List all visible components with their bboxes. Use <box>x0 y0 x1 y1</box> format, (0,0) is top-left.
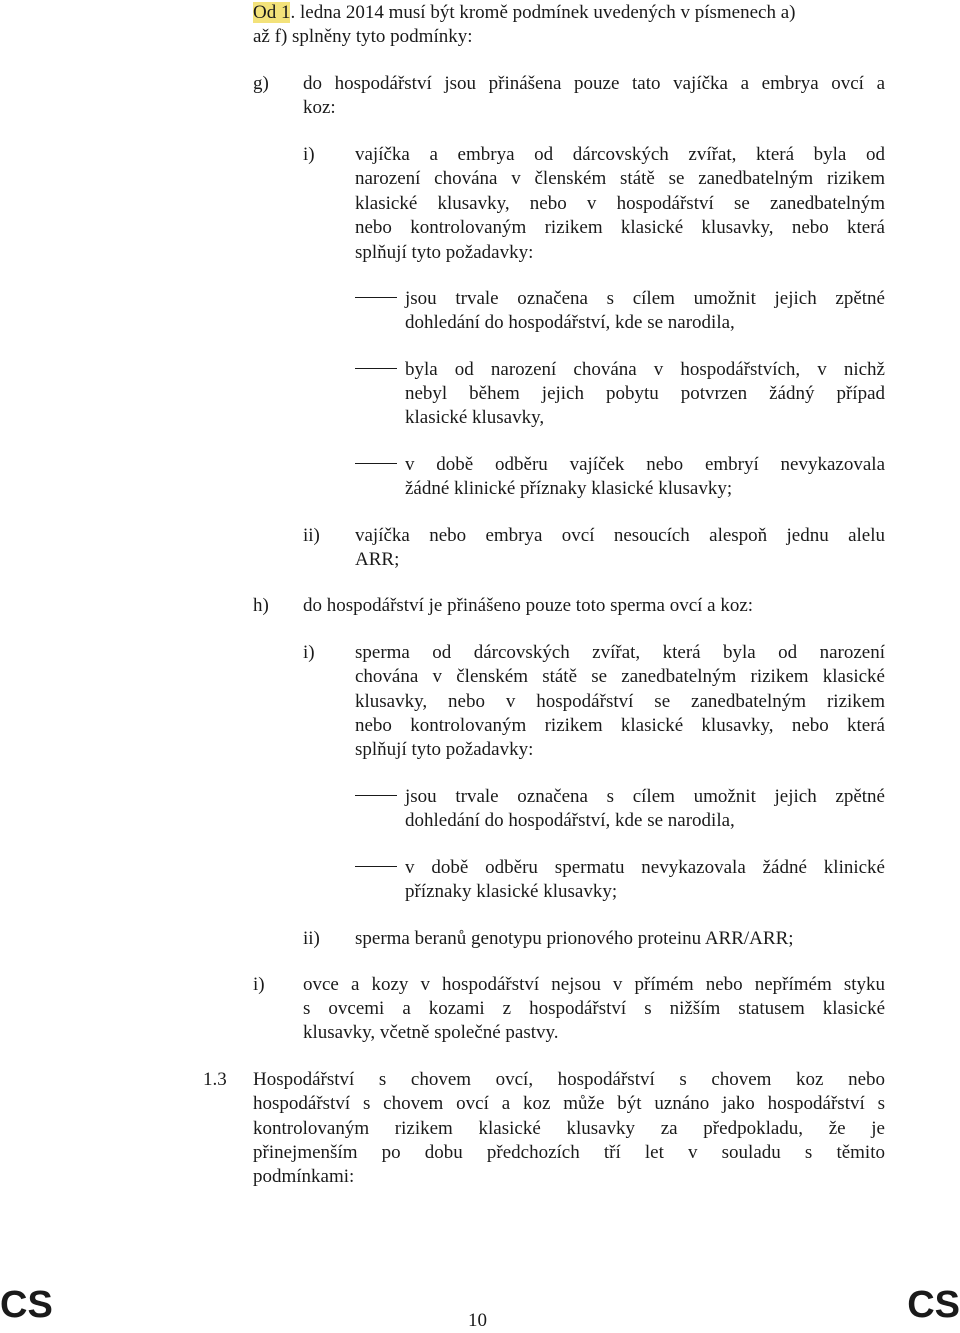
dash-item-line: jsou trvale označena s cílem umožnit jejich zpětné <box>405 288 885 309</box>
section-1-3-line: podmínkami: <box>253 1166 355 1187</box>
subitem-h-i-line: sperma od dárcovských zvířat, která byla od narození <box>355 642 885 663</box>
section-number-1-3: 1.3 <box>203 1069 227 1090</box>
item-i-line: s ovcemi a kozami z hospodářství s nižším statusem klasické <box>303 998 885 1019</box>
item-h-line: do hospodářství je přinášeno pouze toto sperma ovcí a koz: <box>303 595 754 616</box>
dash-bullet <box>355 368 397 369</box>
dash-item-line: v době odběru vajíček nebo embryí nevykazovala <box>405 454 885 475</box>
dash-bullet <box>355 866 397 867</box>
section-1-3-line: hospodářství s chovem ovcí a koz může být uznáno jako hospodářství s <box>253 1093 885 1114</box>
subitem-g-i-line: vajíčka a embrya od dárcovských zvířat, která byla od <box>355 144 885 165</box>
intro-line-1: Od 1. ledna 2014 musí být kromě podmínek uvedených v písmenech a) <box>253 2 796 23</box>
subitem-g-ii-line: ARR; <box>355 549 400 570</box>
dash-bullet <box>355 463 397 464</box>
section-1-3-line: kontrolovaným rizikem klasické klusavky za předpokladu, že je <box>253 1118 885 1139</box>
subitem-label-h-i: i) <box>303 642 315 663</box>
dash-item-line: byla od narození chována v hospodářstvích, v nichž <box>405 359 885 380</box>
dash-item-line: příznaky klasické klusavky; <box>405 881 618 902</box>
section-1-3-line: Hospodářství s chovem ovcí, hospodářství s chovem koz nebo <box>253 1069 885 1090</box>
dash-bullet <box>355 795 397 796</box>
subitem-g-i-line: nebo kontrolovaným rizikem klasické klusavky, nebo která <box>355 217 885 238</box>
footer-language-right: CS <box>907 1284 960 1326</box>
subitem-label-h-ii: ii) <box>303 928 320 949</box>
dash-item-line: klasické klusavky, <box>405 407 545 428</box>
subitem-h-i-line: nebo kontrolovaným rizikem klasické klusavky, nebo která <box>355 715 885 736</box>
dash-item-line: dohledání do hospodářství, kde se narodila, <box>405 312 735 333</box>
footer-language-left: CS <box>0 1284 53 1326</box>
dash-item-line: dohledání do hospodářství, kde se narodila, <box>405 810 735 831</box>
item-g-line: do hospodářství jsou přinášena pouze tato vajíčka a embrya ovcí a <box>303 73 885 94</box>
intro-line-2: až f) splněny tyto podmínky: <box>253 26 473 47</box>
page-number: 10 <box>468 1310 487 1331</box>
subitem-g-i-line: klasické klusavky, nebo v hospodářství se zanedbatelným <box>355 193 885 214</box>
item-label-i: i) <box>253 974 265 995</box>
intro-highlight: Od 1 <box>253 2 291 23</box>
dash-item-line: jsou trvale označena s cílem umožnit jejich zpětné <box>405 786 885 807</box>
item-i-line: klusavky, včetně společné pastvy. <box>303 1022 559 1043</box>
subitem-h-ii-line: sperma beranů genotypu prionového proteinu ARR/ARR; <box>355 928 794 949</box>
section-1-3-line: přinejmenším po dobu předchozích tří let v souladu s těmito <box>253 1142 885 1163</box>
subitem-h-i-line: splňují tyto požadavky: <box>355 739 534 760</box>
subitem-g-ii-line: vajíčka nebo embrya ovcí nesoucích alespoň jednu alelu <box>355 525 885 546</box>
item-label-g: g) <box>253 73 269 94</box>
item-g-line: koz: <box>303 97 336 118</box>
subitem-g-i-line: splňují tyto požadavky: <box>355 242 534 263</box>
dash-item-line: žádné klinické příznaky klasické klusavky; <box>405 478 733 499</box>
dash-item-line: nebyl během jejich pobytu potvrzen žádný případ <box>405 383 885 404</box>
subitem-label-g-ii: ii) <box>303 525 320 546</box>
dash-item-line: v době odběru spermatu nevykazovala žádné klinické <box>405 857 885 878</box>
subitem-h-i-line: chována v členském státě se zanedbatelným rizikem klasické <box>355 666 885 687</box>
subitem-h-i-line: klusavky, nebo v hospodářství se zanedbatelným rizikem <box>355 691 885 712</box>
dash-bullet <box>355 297 397 298</box>
item-i-line: ovce a kozy v hospodářství nejsou v přímém nebo nepřímém styku <box>303 974 885 995</box>
subitem-label-g-i: i) <box>303 144 315 165</box>
item-label-h: h) <box>253 595 269 616</box>
subitem-g-i-line: narození chována v členském státě se zanedbatelným rizikem <box>355 168 885 189</box>
